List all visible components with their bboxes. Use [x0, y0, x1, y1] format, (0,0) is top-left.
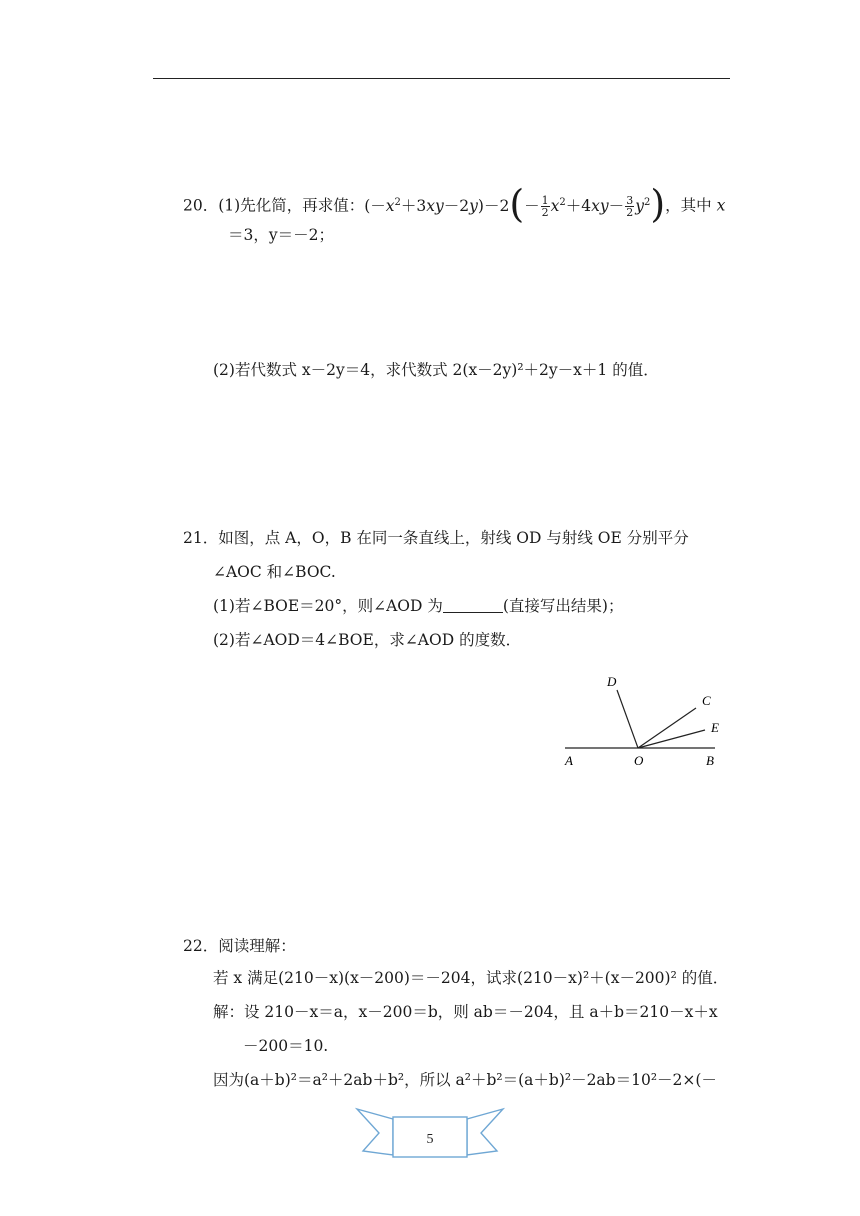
- q21-number: 21．: [183, 529, 219, 547]
- label-e: E: [711, 720, 719, 735]
- q22-line3: －200＝10.: [243, 1037, 329, 1055]
- q21-line2: ∠AOC 和∠BOC.: [213, 563, 336, 581]
- q22-line1: 若 x 满足(210－x)(x－200)＝－204，试求(210－x)²＋(x－200)² 的值．: [213, 969, 729, 987]
- label-c: C: [702, 693, 711, 708]
- ray-oe: [638, 730, 705, 748]
- label-d: D: [607, 674, 617, 689]
- q22-line4: 因为(a＋b)²＝a²＋2ab＋b²，所以 a²＋b²＝(a＋b)²－2ab＝10²－2×(－: [213, 1071, 717, 1089]
- q22-title: 阅读理解：: [218, 937, 296, 955]
- q20-part1-prefix: (1)先化简，再求值：: [218, 196, 365, 215]
- q21-line1: [183, 528, 689, 548]
- page-number: 5: [426, 1132, 434, 1147]
- q20-line1: 20．(1)先化简，再求值：$(-x^2+3xy-2y)-2(-$ $\frac{1}{2}$ $x^2+4xy-$ $\frac{3}{2}$ $y^2$)，其中 x: [183, 181, 726, 226]
- page-number-badge: [355, 1105, 505, 1165]
- label-o: O: [634, 753, 644, 768]
- label-b: B: [706, 753, 714, 768]
- q20-expression: $(-x^2+3xy-2y)-2(-$ $\frac{1}{2}$ $x^2+4xy-$ $\frac{3}{2}$ $y^2$): [364, 181, 666, 226]
- q21-part1-suffix: (直接写出结果)；: [502, 597, 624, 615]
- q22-line2: 解：设 210－x＝a，x－200＝b，则 ab＝－204，且 a＋b＝210－x＋x: [213, 1003, 718, 1021]
- q20-number: 20．: [183, 196, 219, 215]
- q22-number: 22．: [183, 937, 219, 955]
- q21-part1: [213, 596, 623, 616]
- q20-line2: ＝3，y＝－2；: [228, 226, 334, 244]
- ribbon-right: [467, 1109, 503, 1155]
- q21-part2: (2)若∠AOD＝4∠BOE，求∠AOD 的度数．: [213, 631, 522, 649]
- angle-figure: [560, 668, 740, 778]
- q20-part2: (2)若代数式 x－2y＝4，求代数式 2(x－2y)²＋2y－x＋1 的值．: [213, 361, 659, 379]
- ray-od: [617, 690, 638, 748]
- q21-line1-text: 如图，点 A，O，B 在同一条直线上，射线 OD 与射线 OE 分别平分: [218, 529, 689, 547]
- answer-blank[interactable]: [443, 598, 503, 613]
- q22-title-line: [183, 936, 296, 956]
- header-rule: [153, 78, 730, 79]
- q20-part1-tail: ，其中: [665, 196, 712, 215]
- ray-oc: [638, 708, 696, 748]
- label-a: A: [565, 753, 573, 768]
- q21-part1-prefix: (1)若∠BOE＝20°，则∠AOD 为: [213, 597, 443, 615]
- ribbon-left: [357, 1109, 393, 1155]
